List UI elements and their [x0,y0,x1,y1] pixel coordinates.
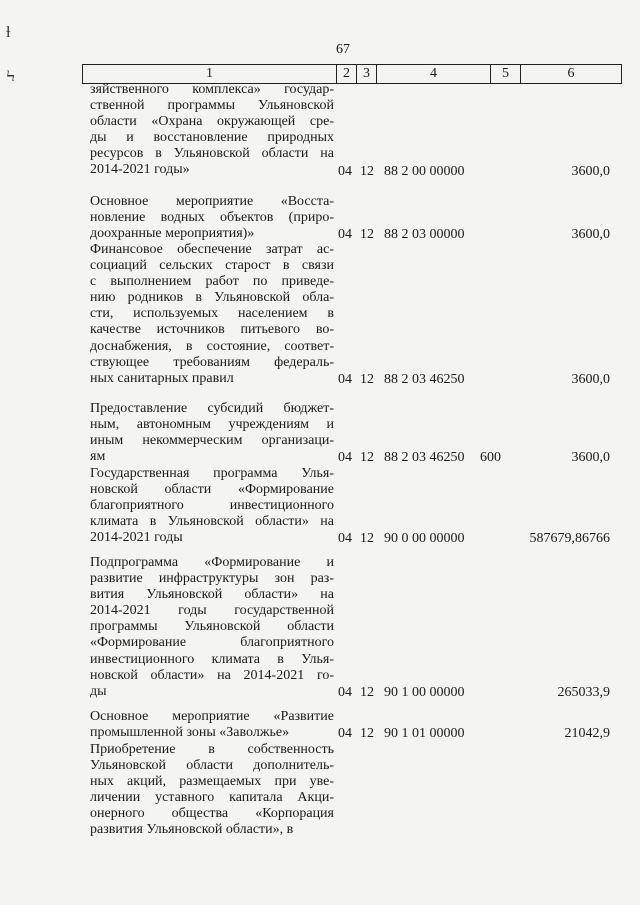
description-line: Подпрограмма «Формирование и [90,555,334,570]
subsection-code: 12 [360,684,374,700]
subsection-code: 12 [360,450,374,466]
subsection-code: 12 [360,531,374,547]
description-line: Предоставление субсидий бюджет- [90,401,334,416]
section-code: 04 [338,227,352,243]
description-line: Основное мероприятие «Восста- [90,194,334,209]
description-line: личении уставного капитала Акци- [90,790,334,806]
description-line: онерного общества «Корпорация [90,806,334,822]
row-description [90,194,334,242]
description-line: развитие инфраструктуры зон раз- [90,571,334,587]
subsection-code: 12 [360,163,374,179]
description-line: 2014-2021 годы государственной [90,603,334,619]
target-article-code: 90 0 00 00000 [384,531,465,547]
row-amount: 21042,9 [564,726,610,742]
description-line: Приобретение в собственность [90,742,334,757]
description-line: сти, используемых населением в [90,306,334,322]
description-line: новской области «Формирование [90,482,334,498]
description-line: нию родников в Ульяновской обла- [90,290,334,306]
description-line: новление водных объектов (приро- [90,210,334,226]
row-description [90,242,334,387]
row-description [90,555,334,700]
description-line: ственной программы Ульяновской [90,98,334,114]
description-line: 2014-2021 годы [90,530,183,546]
description-line: промышленной зоны «Заволжье» [90,725,290,741]
subsection-code: 12 [360,371,374,387]
description-line: качестве источников питьевого во- [90,322,334,338]
description-line: «Формирование благоприятного [90,635,334,651]
margin-scribble-mark: ɫ [6,24,11,41]
description-line: ных санитарных правил [90,370,234,386]
target-article-code: 88 2 00 00000 [384,163,465,179]
target-article-code: 88 2 03 46250 [384,450,465,466]
header-col-2: 2 [337,65,357,84]
description-line: благоприятного инвестиционного [90,498,334,514]
target-article-code: 88 2 03 00000 [384,227,465,243]
header-col-1: 1 [83,65,337,84]
header-col-3: 3 [357,65,377,84]
description-line: новской области» на 2014-2021 го- [90,667,334,683]
row-amount: 3600,0 [571,163,610,179]
description-line: Основное мероприятие «Развитие [90,709,334,724]
description-line: ям [90,449,106,465]
section-code: 04 [338,684,352,700]
row-description [90,709,334,741]
target-article-code: 88 2 03 46250 [384,371,465,387]
section-code: 04 [338,531,352,547]
row-amount: 265033,9 [557,684,610,700]
description-line: ды и восстановление природных [90,130,334,146]
description-line: ресурсов в Ульяновской области на [90,146,334,162]
row-description [90,742,334,839]
page-number: 67 [336,42,350,57]
margin-scribble-mark: Ϟ [6,68,16,85]
description-line: инвестиционного климата в Улья- [90,651,334,667]
description-line: вития Ульяновской области» на [90,587,334,603]
row-description [90,466,334,546]
subsection-code: 12 [360,227,374,243]
description-line: развития Ульяновской области», в [90,822,294,838]
row-amount: 587679,86766 [529,531,610,547]
section-code: 04 [338,371,352,387]
description-line: климата в Ульяновской области» на [90,514,334,530]
description-line: ным, автономным учреждениям и [90,417,334,433]
expense-type-code: 600 [480,450,501,466]
row-description [90,82,334,179]
section-code: 04 [338,163,352,179]
section-code: 04 [338,726,352,742]
description-line: зяйственного комплекса» государ- [90,82,334,97]
target-article-code: 90 1 00 00000 [384,684,465,700]
description-line: программы Ульяновской области [90,619,334,635]
target-article-code: 90 1 01 00000 [384,726,465,742]
description-line: 2014-2021 годы» [90,162,190,178]
description-line: социаций сельских старост в связи [90,258,334,274]
row-amount: 3600,0 [571,227,610,243]
subsection-code: 12 [360,726,374,742]
description-line: иным некоммерческим организаци- [90,433,334,449]
description-line: ных акций, размещаемых при уве- [90,774,334,790]
description-line: ствующее требованиям федераль- [90,354,334,370]
section-code: 04 [338,450,352,466]
description-line: области «Охрана окружающей сре- [90,114,334,130]
header-col-5: 5 [491,65,521,84]
description-line: с выполнением работ по приведе- [90,274,334,290]
description-line: Государственная программа Улья- [90,466,334,481]
description-line: Финансовое обеспечение затрат ас- [90,242,334,257]
description-line: доохранные мероприятия)» [90,226,255,242]
description-line: ды [90,683,107,699]
column-number-header [82,64,622,84]
header-col-4: 4 [377,65,491,84]
row-amount: 3600,0 [571,450,610,466]
description-line: доснабжения, в состояние, соответ- [90,338,334,354]
header-col-6: 6 [521,65,622,84]
row-description [90,401,334,465]
row-amount: 3600,0 [571,371,610,387]
description-line: Ульяновской области дополнитель- [90,758,334,774]
